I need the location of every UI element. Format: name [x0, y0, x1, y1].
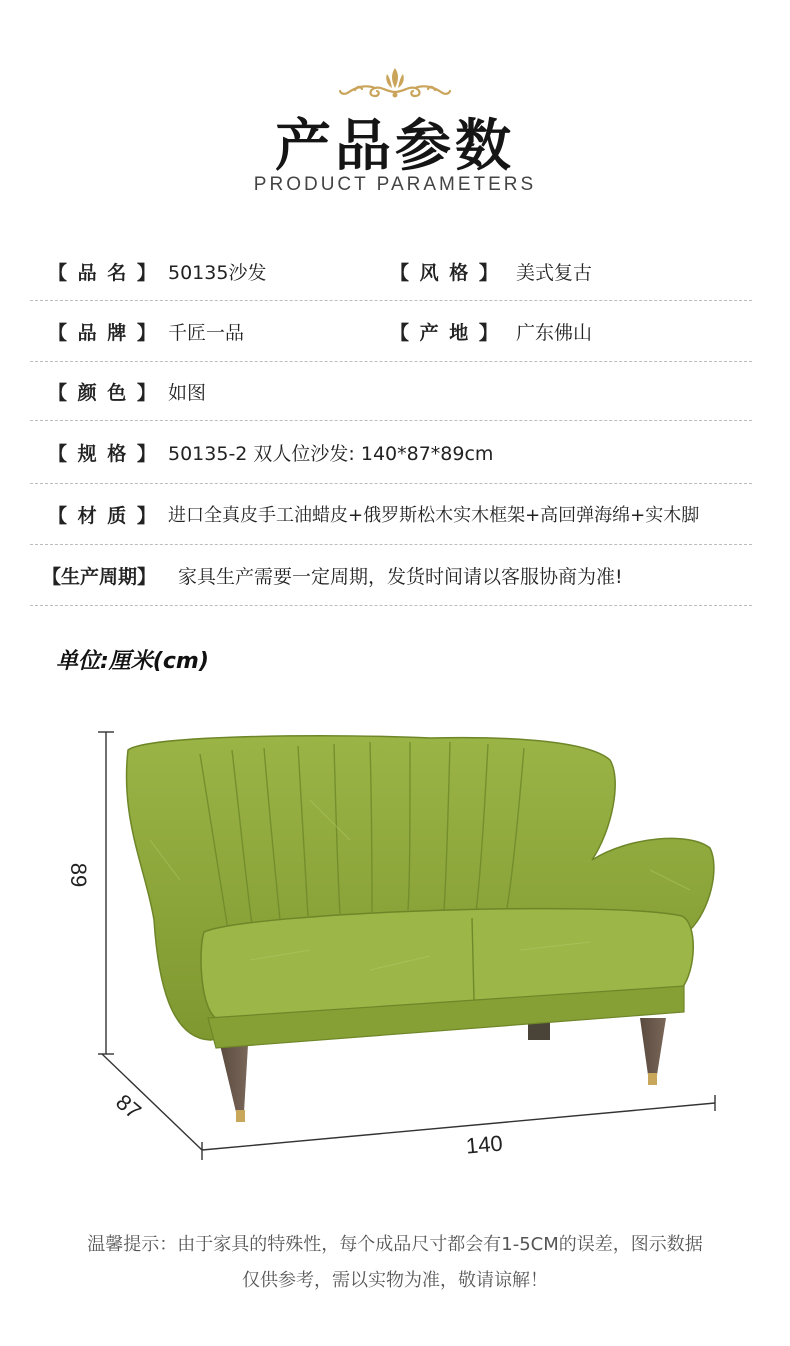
tip-line-2: 仅供参考，需以实物为准，敬请谅解！: [242, 1270, 548, 1291]
param-label: 【 产 地 】: [390, 321, 500, 344]
param-label: 【 品 名 】: [48, 261, 158, 284]
param-value: 如图: [168, 381, 207, 404]
param-value: 50135沙发: [168, 261, 267, 284]
unit-label: 单位:厘米(cm): [56, 649, 209, 674]
param-label: 【生产周期】: [42, 565, 157, 588]
gold-scroll-ornament-icon: [335, 66, 455, 100]
param-row-brand-origin: [30, 301, 752, 362]
param-row-name-style: [30, 242, 752, 301]
parameters-table: [30, 242, 752, 606]
page-subtitle: PRODUCT PARAMETERS: [253, 174, 537, 195]
param-label: 【 风 格 】: [390, 261, 500, 284]
param-value: 美式复古: [516, 261, 593, 284]
param-label: 【 规 格 】: [48, 442, 158, 465]
param-label: 【 品 牌 】: [48, 321, 158, 344]
green-leather-loveseat-icon: [50, 720, 740, 1170]
product-dimension-figure: [50, 720, 740, 1170]
param-label: 【 颜 色 】: [48, 381, 158, 404]
tip-line-1: 温馨提示：由于家具的特殊性，每个成品尺寸都会有1-5CM的误差，图示数据: [87, 1234, 703, 1255]
param-row-production-cycle: [30, 545, 752, 606]
param-value: 50135-2 双人位沙发: 140*87*89cm: [168, 442, 494, 465]
width-dimension-label: 140: [464, 1130, 504, 1159]
param-value: 广东佛山: [516, 321, 593, 344]
param-row-material: [30, 484, 752, 545]
height-dimension-label: 89: [66, 862, 92, 888]
param-row-spec: [30, 421, 752, 484]
param-label: 【 材 质 】: [48, 504, 158, 527]
param-value: 进口全真皮手工油蜡皮+俄罗斯松木实木框架+高回弹海绵+实木脚: [168, 505, 700, 526]
depth-dimension-label: 87: [111, 1089, 146, 1125]
param-row-color: [30, 362, 752, 421]
page-title: 产品参数: [275, 114, 515, 179]
param-value: 千匠一品: [168, 321, 245, 344]
param-value: 家具生产需要一定周期，发货时间请以客服协商为准!: [178, 565, 623, 588]
